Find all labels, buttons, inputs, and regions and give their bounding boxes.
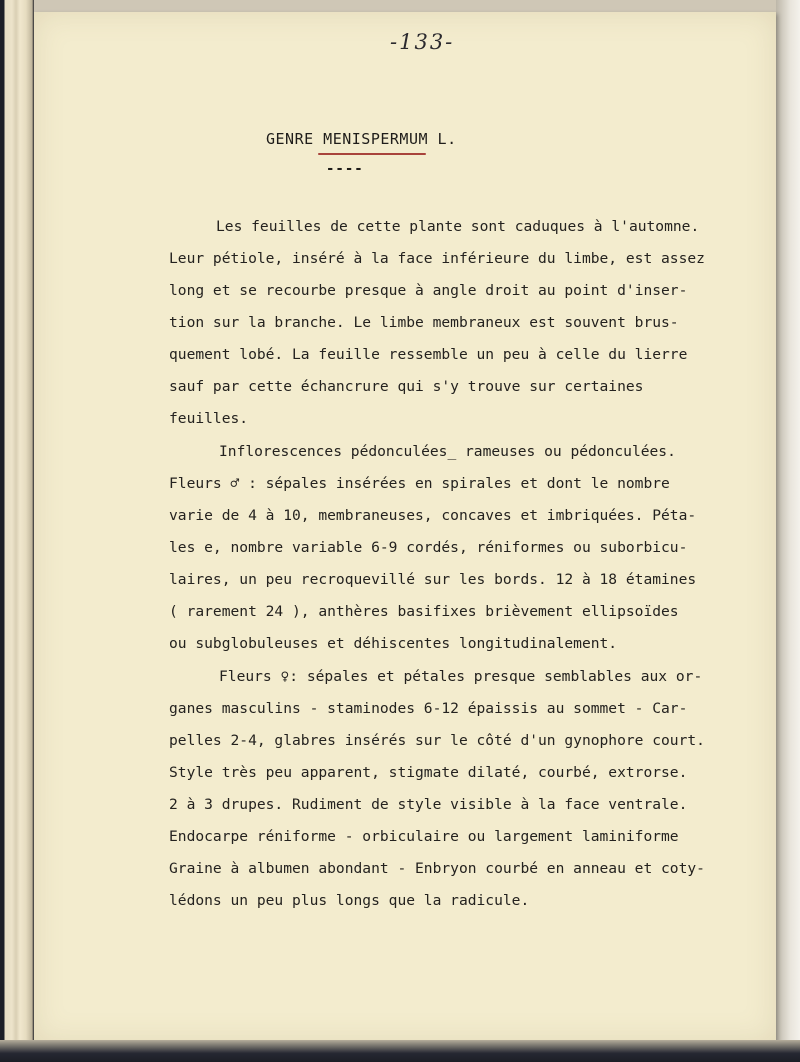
text-line: 2 à 3 drupes. Rudiment de style visible à la face ventrale. [169, 796, 688, 813]
text-line: Inflorescences pédonculées_ rameuses ou pédonculées. [219, 443, 676, 460]
text-line: long et se recourbe presque à angle droit au point d'inser- [169, 282, 688, 299]
text-line: laires, un peu recroquevillé sur les bords. 12 à 18 étamines [169, 571, 697, 588]
scan-bottom-edge [0, 1040, 800, 1062]
text-line: sauf par cette échancrure qui s'y trouve sur certaines [169, 378, 644, 395]
document-page [34, 12, 776, 1042]
text-line: Style très peu apparent, stigmate dilaté, courbé, extrorse. [169, 764, 688, 781]
title-underline [318, 153, 426, 155]
text-line: pelles 2-4, glabres insérés sur le côté d'un gynophore court. [169, 732, 705, 749]
text-line: Fleurs ♀: sépales et pétales presque semblables aux or- [219, 668, 703, 685]
text-line: ( rarement 24 ), anthères basifixes brièvement ellipsoïdes [169, 603, 679, 620]
page-number: -133- [390, 30, 455, 54]
text-line: tion sur la branche. Le limbe membraneux est souvent brus- [169, 314, 679, 331]
text-line: Les feuilles de cette plante sont caduques à l'automne. [216, 218, 700, 235]
text-line: feuilles. [169, 410, 249, 427]
book-binding-edge [0, 0, 34, 1062]
text-line: Leur pétiole, inséré à la face inférieure du limbe, est assez [169, 250, 705, 267]
text-line: lédons un peu plus longs que la radicule. [169, 892, 530, 909]
text-line: Fleurs ♂ : sépales insérées en spirales et dont le nombre [169, 475, 670, 492]
text-line: quement lobé. La feuille ressemble un peu à celle du lierre [169, 346, 688, 363]
page-title: GENRE MENISPERMUM L. [266, 130, 457, 148]
text-line: varie de 4 à 10, membraneuses, concaves et imbriquées. Péta- [169, 507, 697, 524]
title-separator: ---- [326, 161, 364, 177]
text-line: les e, nombre variable 6-9 cordés, réniformes ou suborbicu- [169, 539, 688, 556]
text-line: Endocarpe réniforme - orbiculaire ou largement laminiforme [169, 828, 679, 845]
text-line: ganes masculins - staminodes 6-12 épaissis au sommet - Car- [169, 700, 688, 717]
text-line: ou subglobuleuses et déhiscentes longitudinalement. [169, 635, 618, 652]
scan-background-edge [776, 0, 800, 1062]
text-line: Graine à albumen abondant - Enbryon courbé en anneau et coty- [169, 860, 705, 877]
